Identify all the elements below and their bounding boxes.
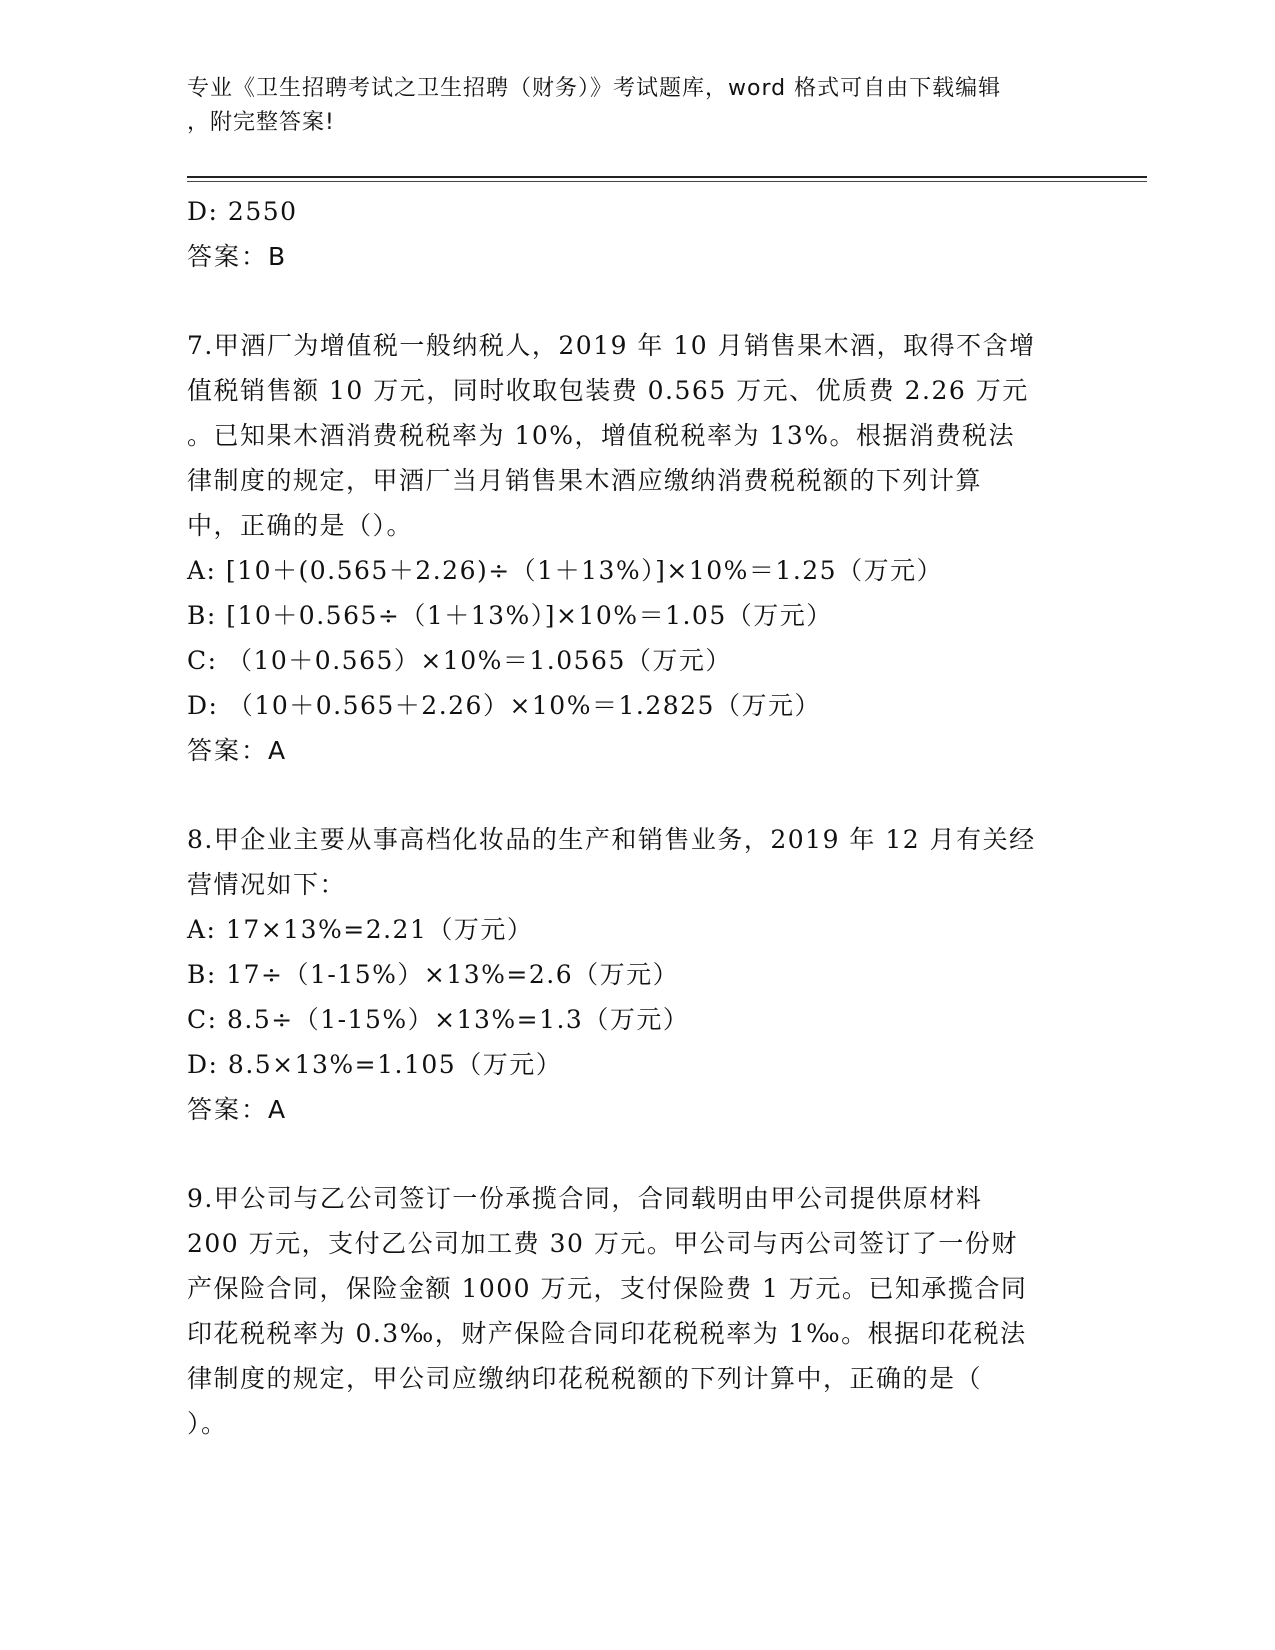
spacer: [187, 773, 1087, 817]
q8-option-b: B: 17÷（1-15%）×13%=2.6（万元）: [187, 960, 680, 989]
q7-stem-line: 中，正确的是（）。: [187, 511, 414, 540]
q9-stem-line: 9.甲公司与乙公司签订一份承揽合同，合同载明由甲公司提供原材料: [187, 1184, 983, 1213]
document-body: [187, 189, 1087, 1446]
q9-stem-line: 印花税税率为 0.3‰，财产保险合同印花税税率为 1‰。根据印花税法: [187, 1319, 1027, 1348]
spacer: [187, 279, 1087, 323]
q9-stem-line: 产保险合同，保险金额 1000 万元，支付保险费 1 万元。已知承揽合同: [187, 1274, 1028, 1303]
q6-answer: 答案：B: [187, 242, 288, 271]
header-divider-thick: [187, 176, 1147, 178]
q8-option-d: D: 8.5×13%=1.105（万元）: [187, 1050, 563, 1079]
q7-option-d: D: （10＋0.565＋2.26）×10%＝1.2825（万元）: [187, 691, 821, 720]
header-title-line-2: ，附完整答案!: [187, 110, 335, 135]
q7-stem-line: 律制度的规定，甲酒厂当月销售果木酒应缴纳消费税税额的下列计算: [187, 466, 983, 495]
q8-stem-line: 8.甲企业主要从事高档化妆品的生产和销售业务，2019 年 12 月有关经: [187, 825, 1036, 854]
q7-answer: 答案：A: [187, 736, 288, 765]
q7-stem-line: 值税销售额 10 万元，同时收取包装费 0.565 万元、优质费 2.26 万元: [187, 376, 1029, 405]
q8-option-a: A: 17×13%=2.21（万元）: [187, 915, 534, 944]
q8-option-c: C: 8.5÷（1-15%）×13%=1.3（万元）: [187, 1005, 690, 1034]
q7-stem-line: 。已知果木酒消费税税率为 10%，增值税税率为 13%。根据消费税法: [187, 421, 1016, 450]
q8-stem-line: 营情况如下：: [187, 870, 347, 899]
header-divider-thin: [187, 181, 1147, 182]
question-7: [187, 323, 1087, 773]
question-6-tail: [187, 189, 1087, 279]
question-8: [187, 817, 1087, 1132]
question-9: [187, 1176, 1087, 1446]
header-title-line-1: 专业《卫生招聘考试之卫生招聘（财务）》考试题库，word 格式可自由下载编辑: [187, 76, 1002, 101]
q8-answer: 答案：A: [187, 1095, 288, 1124]
page-header: [187, 72, 1067, 140]
q9-stem-line: ）。: [187, 1409, 228, 1438]
q7-stem-line: 7.甲酒厂为增值税一般纳税人，2019 年 10 月销售果木酒，取得不含增: [187, 331, 1036, 360]
q7-option-c: C: （10＋0.565）×10%＝1.0565（万元）: [187, 646, 732, 675]
q7-option-a: A: [10＋(0.565＋2.26)÷（1＋13%）]×10%＝1.25（万元）: [187, 556, 944, 585]
q6-option-d: D: 2550: [187, 197, 298, 226]
q7-option-b: B: [10＋0.565÷（1＋13%）]×10%＝1.05（万元）: [187, 601, 833, 630]
q9-stem-line: 200 万元，支付乙公司加工费 30 万元。甲公司与丙公司签订了一份财: [187, 1229, 1018, 1258]
q9-stem-line: 律制度的规定，甲公司应缴纳印花税税额的下列计算中，正确的是（: [187, 1364, 983, 1393]
spacer: [187, 1132, 1087, 1176]
